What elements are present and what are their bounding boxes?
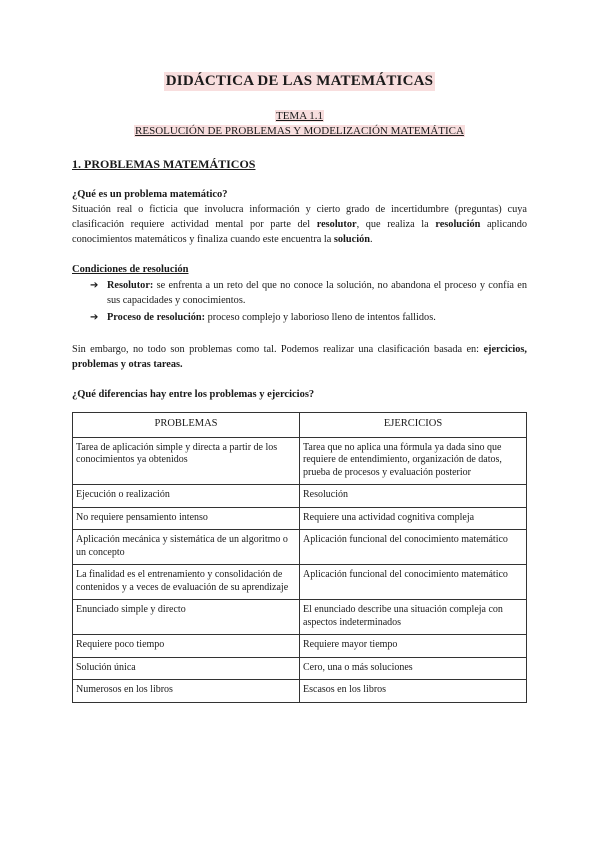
comparison-table: [72, 412, 527, 703]
subtitle-block: [72, 109, 527, 139]
classification-paragraph: [72, 342, 527, 372]
table-cell: Tarea de aplicación simple y directa a partir de los conocimientos ya obtenidos: [73, 437, 300, 485]
list-item: [90, 278, 527, 308]
condition-label: Proceso de resolución:: [107, 312, 205, 323]
arrow-right-icon: ➔: [90, 280, 99, 291]
term-solucion: solución: [333, 234, 370, 245]
para-text: .: [369, 234, 373, 245]
table-cell: Requiere una actividad cognitiva compleja: [300, 507, 527, 530]
condition-text: se enfrenta a un reto del que no conoce la solución, no abandona el proceso y confía en sus capacidades y conocimientos.: [107, 280, 527, 306]
document-page: [72, 0, 527, 703]
term-resolutor: resolutor: [316, 219, 357, 230]
column-header-problemas: PROBLEMAS: [73, 413, 300, 438]
column-header-ejercicios: EJERCICIOS: [300, 413, 527, 438]
condition-text: proceso complejo y laborioso lleno de intentos fallidos.: [205, 312, 436, 323]
table-row: [73, 437, 527, 485]
para-text: Sin embargo, no todo son problemas como tal. Podemos realizar una clasificación basada en:: [72, 344, 484, 355]
section-heading: 1. PROBLEMAS MATEMÁTICOS: [72, 157, 256, 171]
table-cell: El enunciado describe una situación compleja con aspectos indeterminados: [300, 600, 527, 635]
para-text: , que realiza la: [356, 219, 436, 230]
table-cell: Solución única: [73, 657, 300, 680]
conditions-heading: Condiciones de resolución: [72, 264, 189, 275]
topic-number: TEMA 1.1: [275, 110, 324, 122]
table-row: [73, 600, 527, 635]
table-cell: Aplicación funcional del conocimiento matemático: [300, 565, 527, 600]
table-row: [73, 485, 527, 508]
table-row: [73, 635, 527, 658]
condition-label: Resolutor:: [107, 280, 154, 291]
para-text: aplicando conocimientos matemáticos y finaliza cuando este encuentra la: [72, 219, 527, 245]
table-row: [73, 507, 527, 530]
title-block: [72, 72, 527, 91]
classification-terms: ejercicios, problemas y otras tareas.: [72, 344, 527, 370]
arrow-right-icon: ➔: [90, 312, 99, 323]
question-heading-1: ¿Qué es un problema matemático?: [72, 189, 228, 200]
table-cell: Ejecución o realización: [73, 485, 300, 508]
table-header-row: [73, 413, 527, 438]
table-cell: Tarea que no aplica una fórmula ya dada sino que requiere de entendimiento, organización de datos, prueba de procesos y evaluación posterior: [300, 437, 527, 485]
table-row: [73, 657, 527, 680]
table-cell: Escasos en los libros: [300, 680, 527, 703]
table-row: [73, 565, 527, 600]
table-row: [73, 530, 527, 565]
term-resolucion: resolución: [435, 219, 481, 230]
table-cell: Requiere poco tiempo: [73, 635, 300, 658]
table-cell: No requiere pensamiento intenso: [73, 507, 300, 530]
table-cell: Enunciado simple y directo: [73, 600, 300, 635]
list-item: [90, 310, 527, 325]
table-cell: Aplicación funcional del conocimiento matemático: [300, 530, 527, 565]
document-title: DIDÁCTICA DE LAS MATEMÁTICAS: [165, 73, 434, 89]
table-cell: Numerosos en los libros: [73, 680, 300, 703]
conditions-list: [72, 278, 527, 325]
table-row: [73, 680, 527, 703]
question-heading-2: ¿Qué diferencias hay entre los problemas y ejercicios?: [72, 389, 315, 400]
table-cell: La finalidad es el entrenamiento y consolidación de contenidos y a veces de evaluación de su aprendizaje: [73, 565, 300, 600]
table-cell: Cero, una o más soluciones: [300, 657, 527, 680]
para-text: Situación real o ficticia que involucra información y cierto grado de incertidumbre (preguntas) cuya clasificación requiere actividad mental por parte del: [72, 204, 527, 230]
definition-paragraph: [72, 202, 527, 247]
table-cell: Requiere mayor tiempo: [300, 635, 527, 658]
table-cell: Resolución: [300, 485, 527, 508]
table-cell: Aplicación mecánica y sistemática de un algoritmo o un concepto: [73, 530, 300, 565]
topic-title: RESOLUCIÓN DE PROBLEMAS Y MODELIZACIÓN MATEMÁTICA: [135, 125, 464, 137]
